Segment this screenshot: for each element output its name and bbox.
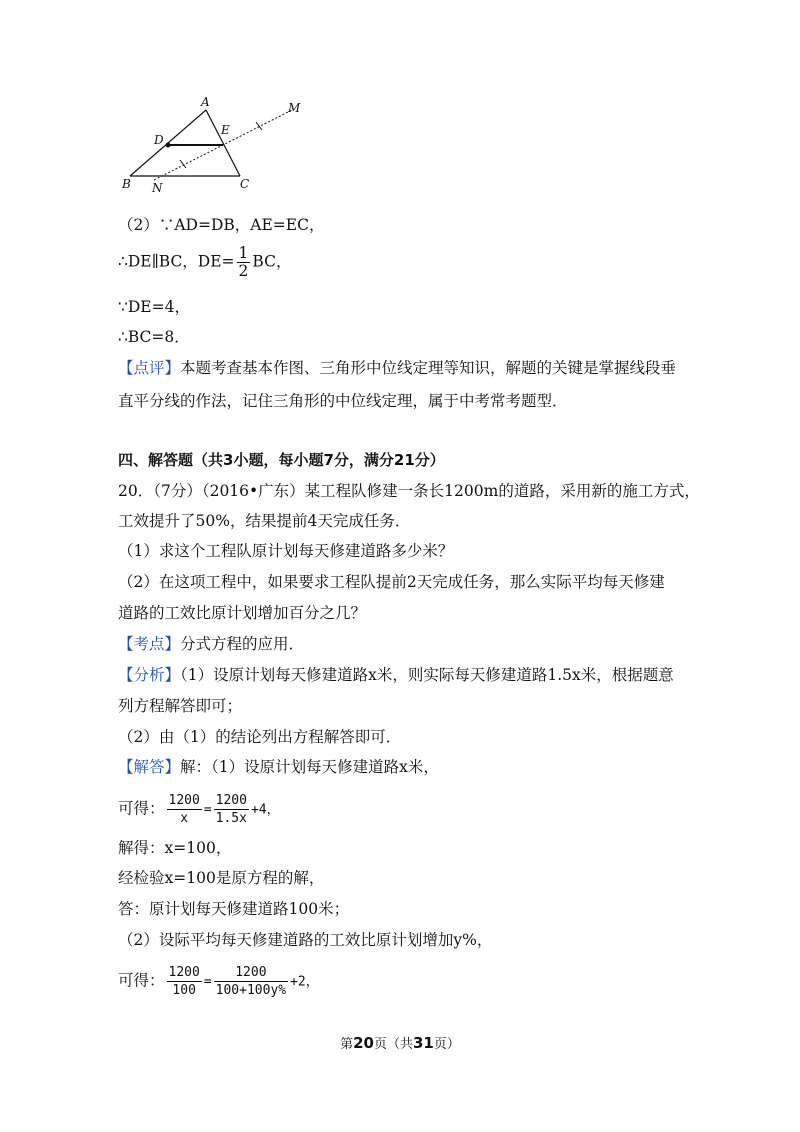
label-m: M xyxy=(288,101,301,115)
kaodian-tag: 【考点】 xyxy=(118,635,181,653)
q20-line-1: 20．（7分）（2016•广东）某工程队修建一条长1200m的道路，采用新的施工方式， xyxy=(118,482,700,500)
eq1-frac2-den: 1.5x xyxy=(215,811,247,826)
footer-mid: 页（共 xyxy=(373,1037,413,1052)
p2-given: （2）∵AD=DB，AE=EC， xyxy=(118,216,325,234)
section-heading: 四、解答题（共3小题，每小题7分，满分21分） xyxy=(118,451,445,469)
because-de: ∵DE=4， xyxy=(118,298,190,316)
therefore-de-pre: ∴DE∥BC，DE= xyxy=(118,252,235,271)
triangle-figure xyxy=(116,96,316,196)
half-fraction xyxy=(237,245,251,280)
kaodian-line xyxy=(118,633,304,655)
half-num: 1 xyxy=(238,244,249,262)
eq2-fraction-2 xyxy=(214,964,288,999)
therefore-de-post: BC， xyxy=(252,252,292,271)
label-c: C xyxy=(240,177,250,191)
fenxi-line-2: 列方程解答即可； xyxy=(118,697,243,715)
eq1-fraction-1 xyxy=(167,792,202,827)
eq1-fraction-2 xyxy=(214,792,249,827)
footer-post: 页） xyxy=(433,1037,460,1052)
eq1-prefix: 可得： xyxy=(118,799,165,818)
label-e: E xyxy=(221,123,230,137)
comment-text-1: 本题考查基本作图、三角形中位线定理等知识，解题的关键是掌握线段垂 xyxy=(180,359,677,377)
eq2-frac2-num: 1200 xyxy=(214,964,288,982)
label-a: A xyxy=(201,96,210,109)
footer-total-pages: 31 xyxy=(413,1034,434,1052)
fenxi-text-1: （1）设原计划每天修建道路x米，则实际每天修建道路1.5x米，根据题意 xyxy=(180,666,674,684)
eq2-fraction-1 xyxy=(167,964,202,999)
equation-1 xyxy=(118,792,280,827)
label-d: D xyxy=(154,133,164,147)
fenxi-line-3: （2）由（1）的结论列出方程解答即可． xyxy=(118,728,402,746)
comment-line-2: 直平分线的作法，记住三角形的中位线定理，属于中考常考题型． xyxy=(118,392,568,410)
eq1-frac1-num: 1200 xyxy=(168,793,200,808)
kaodian-text: 分式方程的应用． xyxy=(180,635,305,653)
q20-part-2-line-2: 道路的工效比原计划增加百分之几？ xyxy=(118,604,367,622)
eq2-prefix: 可得： xyxy=(118,971,165,990)
eq1-frac2-num: 1200 xyxy=(215,793,247,808)
footer-page-number: 20 xyxy=(353,1034,374,1052)
jieda-text: 解：（1）设原计划每天修建道路x米， xyxy=(180,758,439,776)
label-b: B xyxy=(122,177,131,191)
footer-pre: 第 xyxy=(340,1037,354,1052)
eq2-frac1-num: 1200 xyxy=(168,965,200,980)
page-footer xyxy=(0,1033,800,1052)
fenxi-line-1 xyxy=(118,664,674,686)
label-n: N xyxy=(152,181,163,195)
eq1-frac1-den: x xyxy=(180,811,189,826)
answer-1: 答：原计划每天修建道路100米； xyxy=(118,900,350,918)
q20-line-2: 工效提升了50%，结果提前4天完成任务． xyxy=(118,512,411,530)
eq1-tail: +4， xyxy=(250,802,280,818)
eq2-frac2-den: 100+100y% xyxy=(215,983,287,998)
jieda-line xyxy=(118,756,439,778)
p2-setup: （2）设际平均每天修建道路的工效比原计划增加y%， xyxy=(118,931,493,949)
q20-part-2-line-1: （2）在这项工程中，如果要求工程队提前2天完成任务，那么实际平均每天修建 xyxy=(118,573,665,591)
eq2-equals: = xyxy=(203,974,212,990)
therefore-bc: ∴BC=8． xyxy=(118,328,190,346)
solve-1: 解得：x=100， xyxy=(118,839,232,857)
eq1-equals: = xyxy=(203,802,212,818)
eq2-tail: +2， xyxy=(290,974,319,990)
eq2-frac1-den: 100 xyxy=(172,983,196,998)
comment-line-1 xyxy=(118,357,676,379)
half-den: 2 xyxy=(238,262,249,280)
comment-tag: 【点评】 xyxy=(118,359,181,377)
check-1: 经检验x=100是原方程的解， xyxy=(118,869,325,887)
jieda-tag: 【解答】 xyxy=(118,758,181,776)
fenxi-tag: 【分析】 xyxy=(118,666,181,684)
therefore-de-line xyxy=(118,245,291,280)
q20-part-1: （1）求这个工程队原计划每天修建道路多少米？ xyxy=(118,542,454,560)
equation-2 xyxy=(118,964,319,999)
